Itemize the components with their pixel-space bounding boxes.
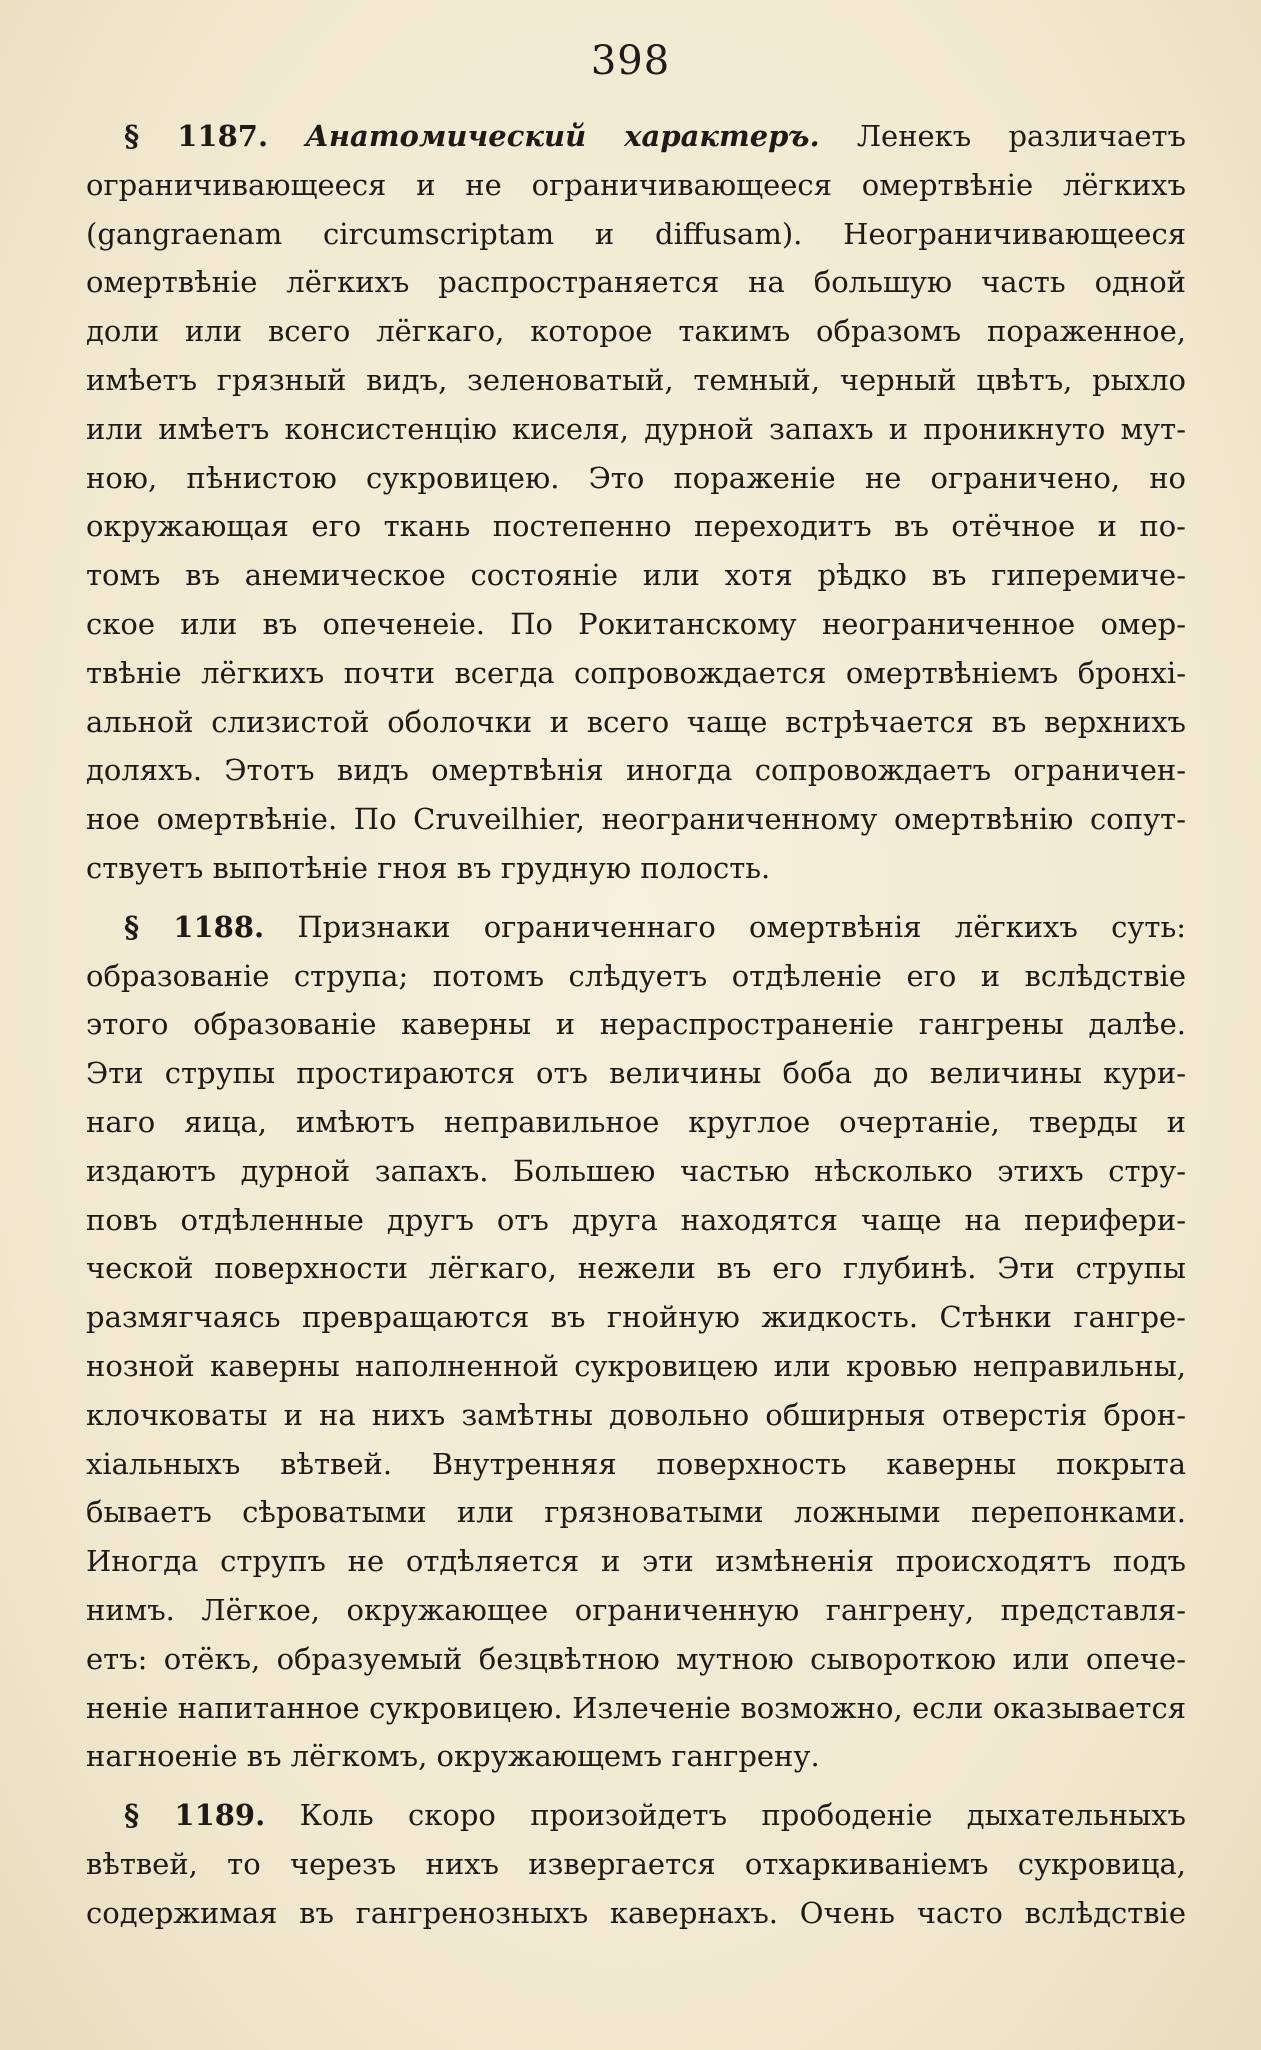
paragraph-1189	[86, 1791, 1186, 1937]
paragraph-line: (gangraenam circumscriptam и diffusam). Неограничивающееся	[86, 216, 1186, 251]
paragraph-line: альной слизистой оболочки и всего чаще встрѣчается въ верхнихъ	[86, 704, 1186, 739]
paragraph-line: доляхъ. Этотъ видъ омертвѣнія иногда сопровождаетъ ограничен-	[86, 753, 1186, 788]
paragraph-line: ное омертвѣніе. По Cruveilhier, неограниченному омертвѣнію сопут-	[86, 802, 1186, 837]
paragraph-line: имѣетъ грязный видъ, зеленоватый, темный, черный цвѣтъ, рыхло	[86, 362, 1186, 397]
line-text: Ленекъ различаетъ	[856, 119, 1186, 153]
paragraph-line: повъ отдѣленные другъ отъ друга находятся чаще на перифери-	[86, 1202, 1186, 1237]
paragraph-line: нозной каверны наполненной сукровицею или кровью неправильны,	[86, 1348, 1186, 1383]
paragraph-line: бываетъ сѣроватыми или грязноватыми ложными перепонками.	[86, 1495, 1186, 1530]
section-number: § 1189.	[124, 1798, 266, 1833]
paragraph-line: ское или въ опеченеіе. По Рокитанскому неограниченное омер-	[86, 606, 1186, 641]
paragraph-line: томъ въ анемическое состояніе или хотя рѣдко въ гиперемиче-	[86, 558, 1186, 593]
paragraph-line: окружающая его ткань постепенно переходитъ въ отёчное и по-	[86, 509, 1186, 544]
paragraph-line: Иногда струпъ не отдѣляется и эти измѣненія происходятъ подъ	[86, 1544, 1186, 1579]
paragraph-line	[86, 112, 1186, 161]
line-text: Признаки ограниченнаго омертвѣнія лёгкихъ суть:	[297, 909, 1186, 944]
section-number: § 1188.	[124, 909, 265, 944]
page-number: 398	[590, 38, 671, 84]
paragraph-line	[86, 1791, 1186, 1840]
paragraph-1188	[86, 903, 1186, 1781]
paragraph-line: издаютъ дурной запахъ. Большею частью нѣсколько этихъ стру-	[86, 1153, 1186, 1188]
paragraph-line: нимъ. Лёгкое, окружающее ограниченную гангрену, представля-	[86, 1592, 1186, 1627]
paragraph-line: хіальныхъ вѣтвей. Внутренняя поверхность каверны покрыта	[86, 1446, 1186, 1481]
paragraph-line	[86, 903, 1186, 952]
paragraph-line: образованіе струпа; потомъ слѣдуетъ отдѣленіе его и вслѣдствіе	[86, 958, 1186, 993]
paragraph-line: неніе напитанное сукровицею. Излеченіе возможно, если оказывается	[86, 1690, 1186, 1725]
line-text: Коль скоро произойдетъ прободеніе дыхательныхъ	[299, 1798, 1186, 1833]
paragraph-1187	[86, 112, 1186, 893]
paragraph-line: етъ: отёкъ, образуемый безцвѣтною мутною сывороткою или опече-	[86, 1641, 1186, 1676]
paragraph-line: доли или всего лёгкаго, которое такимъ образомъ пораженное,	[86, 314, 1186, 349]
paragraph-line: ною, пѣнистою сукровицею. Это пораженіе не ограничено, но	[86, 460, 1186, 495]
paragraph-line: Эти струпы простираются отъ величины боба до величины кури-	[86, 1056, 1186, 1091]
paragraph-line: ческой поверхности лёгкаго, нежели въ его глубинѣ. Эти струпы	[86, 1251, 1186, 1286]
paragraph-line: размягчаясь превращаются въ гнойную жидкость. Стѣнки гангре-	[86, 1300, 1186, 1335]
section-heading: Анатомический характеръ.	[305, 119, 820, 153]
paragraph-line: омертвѣніе лёгкихъ распространяется на большую часть одной	[86, 265, 1186, 300]
paragraph-line: нагноеніе въ лёгкомъ, окружающемъ гангрену.	[86, 1739, 820, 1774]
paragraph-line: вѣтвей, то черезъ нихъ извергается отхаркиваніемъ сукровица,	[86, 1846, 1186, 1881]
paragraph-line: клочковаты и на нихъ замѣтны довольно обширныя отверстія брон-	[86, 1397, 1186, 1432]
paragraph-line: ограничивающееся и не ограничивающееся омертвѣніе лёгкихъ	[86, 167, 1186, 202]
paragraph-line: содержимая въ гангренозныхъ кавернахъ. Очень часто вслѣдствіе	[86, 1895, 1186, 1930]
body-text	[86, 112, 1186, 1937]
paragraph-line: наго яица, имѣютъ неправильное круглое очертаніе, тверды и	[86, 1104, 1186, 1139]
section-number: § 1187.	[124, 119, 269, 153]
paragraph-line: или имѣетъ консистенцію киселя, дурной запахъ и проникнуто мут-	[86, 411, 1186, 446]
paragraph-line: твѣніе лёгкихъ почти всегда сопровождается омертвѣніемъ бронхі-	[86, 655, 1186, 690]
paragraph-line: этого образованіе каверны и нераспространеніе гангрены далѣе.	[86, 1007, 1186, 1042]
paragraph-line: ствуетъ выпотѣніе гноя въ грудную полость.	[86, 850, 771, 885]
